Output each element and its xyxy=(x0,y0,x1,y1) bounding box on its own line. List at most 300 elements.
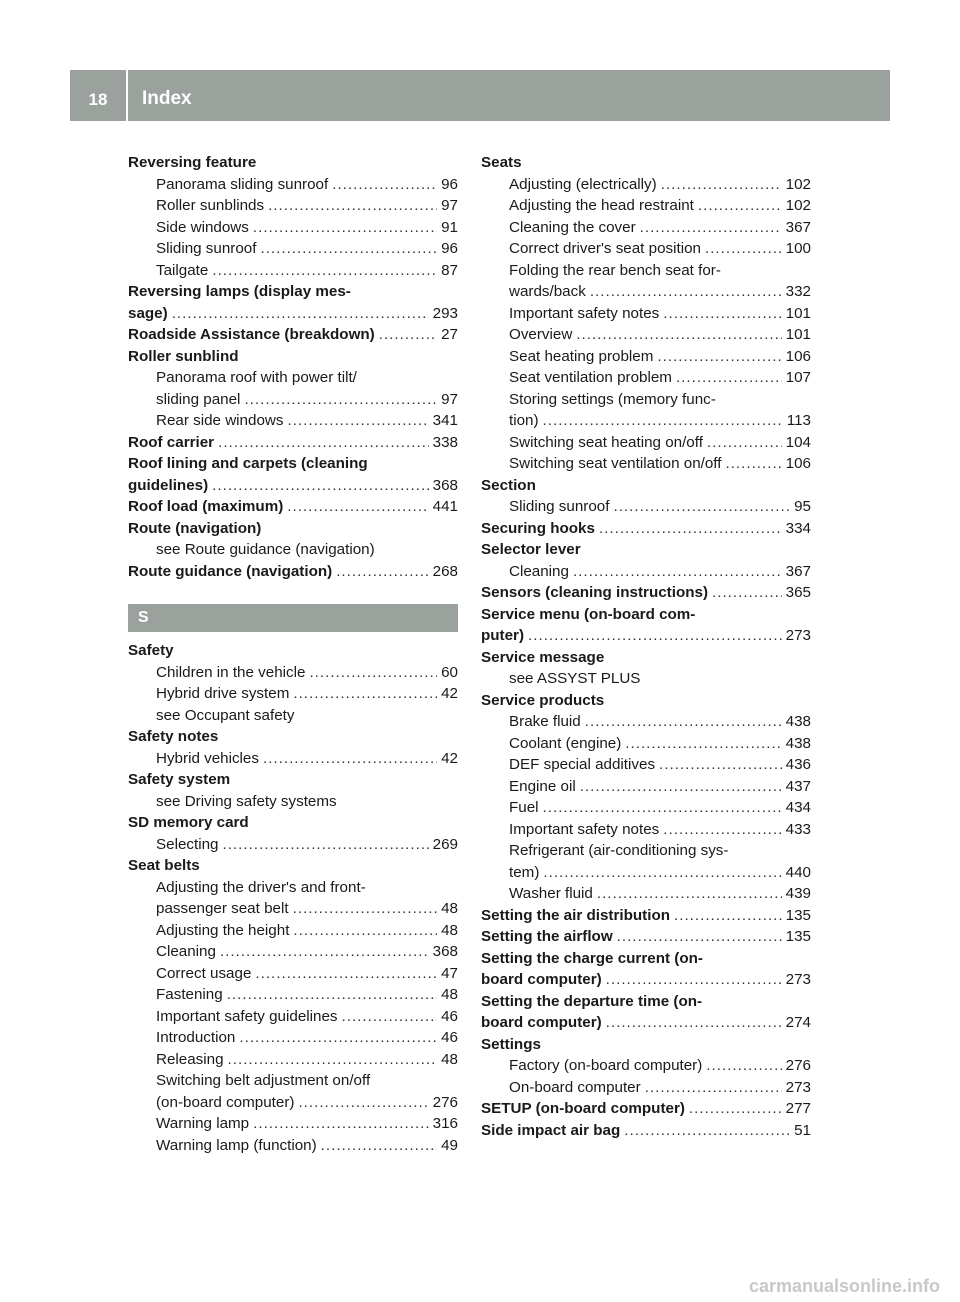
index-subentry xyxy=(481,668,811,690)
page-reference: 277 xyxy=(785,1100,811,1117)
index-entry xyxy=(481,991,811,1013)
index-subentry xyxy=(128,984,458,1006)
dot-leader xyxy=(657,346,781,368)
dot-leader xyxy=(543,797,782,819)
dot-leader xyxy=(528,625,782,647)
page-reference: 341 xyxy=(432,412,458,429)
index-entry xyxy=(128,769,458,791)
index-entry xyxy=(128,432,458,454)
dot-leader xyxy=(268,195,437,217)
entry-text: Tailgate xyxy=(156,261,209,279)
dot-leader xyxy=(255,963,437,985)
page-reference: 268 xyxy=(432,562,458,580)
entry-text: Important safety notes xyxy=(509,304,660,322)
dot-leader xyxy=(212,260,437,282)
dot-leader xyxy=(309,662,437,684)
index-subentry xyxy=(481,840,811,862)
entry-text: sliding panel xyxy=(156,390,241,408)
index-subentry xyxy=(128,941,458,963)
entry-text: sage) xyxy=(128,304,168,322)
entry-text: tem) xyxy=(509,863,540,881)
dot-leader xyxy=(597,883,782,905)
page-reference: 87 xyxy=(441,261,458,279)
page-reference: 96 xyxy=(441,240,458,257)
dot-leader xyxy=(227,984,437,1006)
page-reference: 438 xyxy=(785,713,811,730)
index-entry xyxy=(481,969,811,991)
dot-leader xyxy=(220,941,429,963)
dot-leader xyxy=(172,303,429,325)
entry-text: Setting the departure time (on- xyxy=(481,992,703,1010)
page-reference: 273 xyxy=(785,971,811,988)
dot-leader xyxy=(298,1092,428,1114)
index-entry xyxy=(128,518,458,540)
page-reference: 273 xyxy=(785,1078,811,1096)
index-entry xyxy=(128,453,458,475)
page-reference: 101 xyxy=(785,304,811,322)
entry-text: see ASSYST PLUS xyxy=(509,670,641,687)
index-entry xyxy=(481,1098,811,1120)
entry-text: Side impact air bag xyxy=(481,1121,621,1139)
dot-leader xyxy=(613,496,790,518)
page-reference: 42 xyxy=(441,685,458,702)
page-reference: 27 xyxy=(441,326,458,343)
dot-leader xyxy=(239,1027,437,1049)
dot-leader xyxy=(725,453,781,475)
index-subentry xyxy=(481,883,811,905)
page-reference: 104 xyxy=(785,433,811,451)
page-reference: 49 xyxy=(441,1136,458,1154)
index-subentry xyxy=(481,453,811,475)
page-reference: 107 xyxy=(785,369,811,386)
entry-text: Selecting xyxy=(156,835,219,853)
entry-text: Warning lamp (function) xyxy=(156,1136,317,1154)
entry-text: Section xyxy=(481,476,536,494)
entry-text: Sensors (cleaning instructions) xyxy=(481,584,709,601)
page-reference: 276 xyxy=(785,1057,811,1074)
dot-leader xyxy=(706,1055,781,1077)
index-subentry xyxy=(481,303,811,325)
dot-leader xyxy=(228,1049,438,1071)
index-subentry xyxy=(128,389,458,411)
entry-text: Fastening xyxy=(156,986,223,1003)
entry-text: SETUP (on-board computer) xyxy=(481,1100,685,1117)
index-subentry xyxy=(128,260,458,282)
entry-text: puter) xyxy=(481,627,525,644)
index-subentry xyxy=(481,389,811,411)
dot-leader xyxy=(617,926,782,948)
index-subentry xyxy=(481,1077,811,1099)
index-subentry xyxy=(481,1055,811,1077)
index-subentry xyxy=(128,834,458,856)
entry-text: Cleaning xyxy=(156,943,216,960)
section-letter-heading: S xyxy=(128,604,458,632)
index-entry xyxy=(128,640,458,662)
page-reference: 97 xyxy=(441,390,458,408)
dot-leader xyxy=(244,389,437,411)
page-reference: 102 xyxy=(785,197,811,214)
index-entry xyxy=(481,475,811,497)
page-reference: 96 xyxy=(441,175,458,193)
entry-text: Selector lever xyxy=(481,541,581,558)
index-entry xyxy=(481,1120,811,1142)
index-subentry xyxy=(481,174,811,196)
dot-leader xyxy=(698,195,782,217)
index-subentry xyxy=(481,195,811,217)
dot-leader xyxy=(263,748,437,770)
index-subentry xyxy=(128,877,458,899)
entry-text: Roller sunblind xyxy=(128,347,239,365)
dot-leader xyxy=(676,367,782,389)
page-reference: 436 xyxy=(785,756,811,773)
page-reference: 48 xyxy=(441,921,458,939)
entry-text: Adjusting the height xyxy=(156,921,290,939)
index-subentry xyxy=(128,662,458,684)
entry-text: Important safety notes xyxy=(509,820,660,838)
entry-text: Adjusting (electrically) xyxy=(509,175,657,193)
index-subentry xyxy=(481,561,811,583)
index-subentry xyxy=(128,174,458,196)
dot-leader xyxy=(293,920,437,942)
page-reference: 365 xyxy=(785,584,811,601)
dot-leader xyxy=(705,238,782,260)
entry-text: Roller sunblinds xyxy=(156,197,265,214)
index-subentry xyxy=(481,733,811,755)
index-subentry xyxy=(128,705,458,727)
page-reference: 42 xyxy=(441,749,458,767)
index-subentry xyxy=(128,1006,458,1028)
page-reference: 48 xyxy=(441,986,458,1003)
dot-leader xyxy=(599,518,782,540)
entry-text: Roadside Assistance (breakdown) xyxy=(128,326,375,343)
dot-leader xyxy=(624,1120,790,1142)
page-reference: 269 xyxy=(432,835,458,853)
entry-text: board computer) xyxy=(481,1014,602,1031)
index-entry xyxy=(481,926,811,948)
page-reference: 113 xyxy=(786,412,811,429)
dot-leader xyxy=(260,238,437,260)
page-reference: 334 xyxy=(785,519,811,537)
dot-leader xyxy=(573,561,782,583)
page-reference: 368 xyxy=(432,476,458,494)
index-subentry xyxy=(481,260,811,282)
entry-text: Route guidance (navigation) xyxy=(128,562,333,580)
page-reference: 46 xyxy=(441,1029,458,1046)
entry-text: see Route guidance (navigation) xyxy=(156,541,375,558)
entry-text: Service products xyxy=(481,691,605,709)
entry-text: Seat heating problem xyxy=(509,347,654,365)
page-number: 18 xyxy=(88,89,108,109)
index-subentry xyxy=(128,1113,458,1135)
index-entry xyxy=(128,726,458,748)
index-subentry xyxy=(128,539,458,561)
index-subentry xyxy=(128,791,458,813)
index-subentry xyxy=(128,1027,458,1049)
entry-text: passenger seat belt xyxy=(156,900,289,917)
entry-text: tion) xyxy=(509,412,539,429)
index-entry xyxy=(128,855,458,877)
dot-leader xyxy=(606,1012,782,1034)
index-subentry xyxy=(481,496,811,518)
index-entry xyxy=(481,604,811,626)
entry-text: Seat ventilation problem xyxy=(509,369,672,386)
page-reference: 434 xyxy=(785,799,811,816)
page-reference: 338 xyxy=(432,433,458,451)
page-header xyxy=(70,70,890,121)
page-reference: 102 xyxy=(785,175,811,193)
index-entry xyxy=(128,475,458,497)
entry-text: Safety system xyxy=(128,771,231,788)
index-subentry xyxy=(128,367,458,389)
entry-text: Hybrid drive system xyxy=(156,685,290,702)
index-entry xyxy=(481,948,811,970)
index-subentry xyxy=(128,748,458,770)
dot-leader xyxy=(663,303,781,325)
index-entry xyxy=(481,1012,811,1034)
dot-leader xyxy=(253,217,437,239)
entry-text: Setting the charge current (on- xyxy=(481,949,703,967)
entry-text: guidelines) xyxy=(128,476,209,494)
entry-text: Important safety guidelines xyxy=(156,1007,338,1025)
index-entry xyxy=(128,812,458,834)
dot-leader xyxy=(218,432,429,454)
page-reference: 101 xyxy=(785,326,811,343)
page-reference: 276 xyxy=(432,1093,458,1111)
entry-text: Side windows xyxy=(156,218,249,236)
index-subentry xyxy=(128,683,458,705)
entry-text: Sliding sunroof xyxy=(509,498,610,515)
index-subentry xyxy=(481,754,811,776)
entry-text: Storing settings (memory func- xyxy=(509,390,716,408)
index-subentry xyxy=(128,1092,458,1114)
index-entry xyxy=(481,152,811,174)
entry-text: Safety xyxy=(128,642,174,659)
page-reference: 48 xyxy=(441,900,458,917)
dot-leader xyxy=(293,683,437,705)
index-entry xyxy=(481,518,811,540)
index-subentry xyxy=(481,238,811,260)
index-entry xyxy=(481,690,811,712)
index-entry xyxy=(481,582,811,604)
index-subentry xyxy=(481,797,811,819)
entry-text: Panorama sliding sunroof xyxy=(156,175,329,193)
entry-text: Roof lining and carpets (cleaning xyxy=(128,455,368,472)
page-reference: 293 xyxy=(432,304,458,322)
entry-text: Adjusting the head restraint xyxy=(509,197,694,214)
dot-leader xyxy=(336,561,428,583)
page-reference: 91 xyxy=(441,218,458,236)
entry-text: Washer fluid xyxy=(509,885,593,902)
page-reference: 273 xyxy=(785,627,811,644)
entry-text: Correct usage xyxy=(156,964,252,982)
entry-text: Cleaning xyxy=(509,562,569,580)
entry-text: Fuel xyxy=(509,799,539,816)
index-subentry xyxy=(481,432,811,454)
dot-leader xyxy=(712,582,782,604)
entry-text: Switching seat ventilation on/off xyxy=(509,455,722,472)
page-reference: 368 xyxy=(432,943,458,960)
entry-text: Reversing feature xyxy=(128,154,257,171)
entry-text: Overview xyxy=(509,326,573,343)
index-subentry xyxy=(481,367,811,389)
entry-text: Setting the air distribution xyxy=(481,906,670,924)
watermark: carmanualsonline.info xyxy=(748,1276,940,1296)
entry-text: Folding the rear bench seat for- xyxy=(509,261,721,279)
index-subentry xyxy=(481,776,811,798)
index-column-right xyxy=(481,152,811,1141)
index-subentry xyxy=(128,1049,458,1071)
page-reference: 97 xyxy=(441,197,458,214)
entry-text: (on-board computer) xyxy=(156,1093,295,1111)
dot-leader xyxy=(674,905,782,927)
index-subentry xyxy=(481,324,811,346)
entry-text: Sliding sunroof xyxy=(156,240,257,257)
dot-leader xyxy=(640,217,782,239)
index-entry xyxy=(128,346,458,368)
index-subentry xyxy=(481,862,811,884)
page-reference: 441 xyxy=(432,498,458,515)
entry-text: On-board computer xyxy=(509,1078,641,1096)
page-reference: 106 xyxy=(785,347,811,365)
entry-text: see Occupant safety xyxy=(156,706,295,724)
entry-text: Releasing xyxy=(156,1050,224,1068)
index-subentry xyxy=(481,217,811,239)
entry-text: DEF special additives xyxy=(509,756,656,773)
index-entry xyxy=(481,1034,811,1056)
page-reference: 95 xyxy=(794,498,811,515)
entry-text: Reversing lamps (display mes- xyxy=(128,283,351,300)
dot-leader xyxy=(707,432,782,454)
entry-text: Switching belt adjustment on/off xyxy=(156,1072,371,1089)
dot-leader xyxy=(689,1098,782,1120)
index-entry xyxy=(481,625,811,647)
entry-text: Children in the vehicle xyxy=(156,663,306,681)
page-reference: 60 xyxy=(441,663,458,681)
index-entry xyxy=(128,561,458,583)
index-subentry xyxy=(128,410,458,432)
entry-text: Setting the airflow xyxy=(481,928,613,945)
dot-leader xyxy=(253,1113,429,1135)
entry-text: Refrigerant (air-conditioning sys- xyxy=(509,842,729,859)
index-entry xyxy=(128,152,458,174)
index-entry xyxy=(128,303,458,325)
page-reference: 106 xyxy=(785,455,811,472)
index-subentry xyxy=(128,920,458,942)
page-reference: 47 xyxy=(441,964,458,982)
dot-leader xyxy=(342,1006,438,1028)
entry-text: see Driving safety systems xyxy=(156,792,337,810)
entry-text: Warning lamp xyxy=(156,1115,250,1132)
index-subentry xyxy=(128,898,458,920)
entry-text: Engine oil xyxy=(509,777,576,795)
entry-text: Service menu (on-board com- xyxy=(481,605,696,623)
dot-leader xyxy=(543,862,781,884)
dot-leader xyxy=(576,324,781,346)
entry-text: Adjusting the driver's and front- xyxy=(156,878,366,896)
page-reference: 316 xyxy=(432,1115,458,1132)
dot-leader xyxy=(661,174,782,196)
page-reference: 439 xyxy=(785,885,811,902)
entry-text: Hybrid vehicles xyxy=(156,749,259,767)
index-subentry xyxy=(481,410,811,432)
dot-leader xyxy=(293,898,438,920)
index-entry xyxy=(481,539,811,561)
page-reference: 100 xyxy=(785,240,811,257)
entry-text: Seats xyxy=(481,154,522,171)
page-reference: 437 xyxy=(785,777,811,795)
dot-leader xyxy=(212,475,428,497)
index-subentry xyxy=(128,1135,458,1157)
entry-text: SD memory card xyxy=(128,814,249,831)
dot-leader xyxy=(287,410,428,432)
entry-text: Correct driver's seat position xyxy=(509,240,701,257)
dot-leader xyxy=(379,324,437,346)
index-entry xyxy=(128,324,458,346)
entry-text: Panorama roof with power tilt/ xyxy=(156,369,357,386)
entry-text: Securing hooks xyxy=(481,519,595,537)
entry-text: Roof carrier xyxy=(128,433,215,451)
page-reference: 135 xyxy=(785,928,811,945)
dot-leader xyxy=(321,1135,437,1157)
dot-leader xyxy=(659,754,782,776)
index-entry xyxy=(128,281,458,303)
entry-text: Cleaning the cover xyxy=(509,218,636,236)
dot-leader xyxy=(585,711,782,733)
dot-leader xyxy=(543,410,783,432)
entry-text: Service message xyxy=(481,648,605,666)
index-subentry xyxy=(481,346,811,368)
index-subentry xyxy=(128,1070,458,1092)
index-subentry xyxy=(128,963,458,985)
entry-text: Coolant (engine) xyxy=(509,734,622,752)
page-reference: 46 xyxy=(441,1007,458,1025)
entry-text: Seat belts xyxy=(128,857,200,874)
dot-leader xyxy=(606,969,782,991)
page-reference: 433 xyxy=(785,820,811,838)
dot-leader xyxy=(663,819,781,841)
index-column-left xyxy=(128,152,458,1156)
entry-text: Settings xyxy=(481,1035,541,1053)
entry-text: Brake fluid xyxy=(509,713,581,730)
index-entry xyxy=(481,905,811,927)
index-subentry xyxy=(481,711,811,733)
page-reference: 135 xyxy=(785,906,811,924)
page-title: Index xyxy=(142,87,192,109)
entry-text: Route (navigation) xyxy=(128,519,262,537)
entry-text: board computer) xyxy=(481,971,602,988)
entry-text: Rear side windows xyxy=(156,412,284,429)
page-reference: 438 xyxy=(785,734,811,752)
index-subentry xyxy=(128,238,458,260)
dot-leader xyxy=(222,834,428,856)
dot-leader xyxy=(580,776,782,798)
dot-leader xyxy=(645,1077,782,1099)
entry-text: Safety notes xyxy=(128,728,219,745)
entry-text: Roof load (maximum) xyxy=(128,498,284,515)
page-reference: 274 xyxy=(785,1014,811,1031)
entry-text: Switching seat heating on/off xyxy=(509,433,703,451)
index-subentry xyxy=(481,819,811,841)
page-reference: 332 xyxy=(785,283,811,300)
page-reference: 367 xyxy=(785,562,811,580)
index-entry xyxy=(128,496,458,518)
dot-leader xyxy=(287,496,428,518)
index-subentry xyxy=(481,281,811,303)
dot-leader xyxy=(625,733,781,755)
dot-leader xyxy=(332,174,437,196)
entry-text: Factory (on-board computer) xyxy=(509,1057,703,1074)
entry-text: Introduction xyxy=(156,1029,236,1046)
